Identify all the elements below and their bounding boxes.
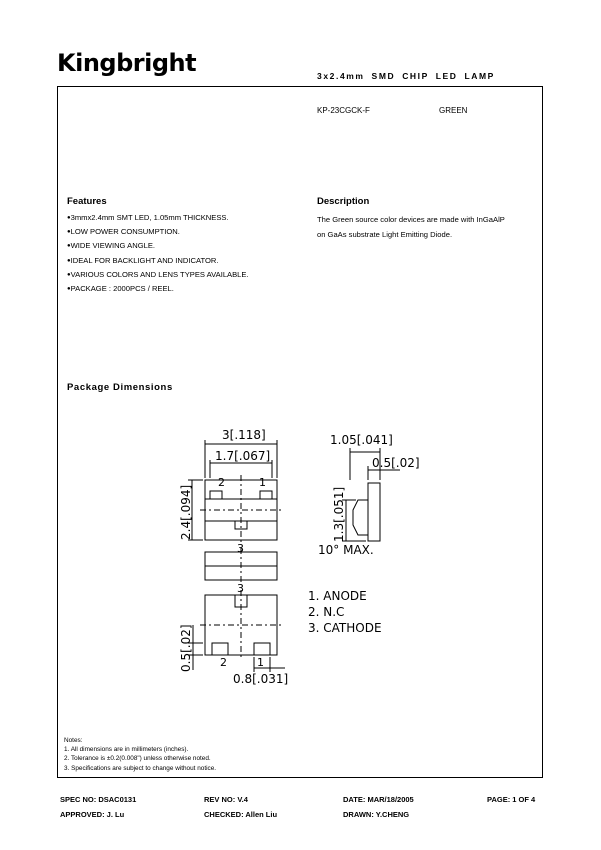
document-title: 3x2.4mm SMD CHIP LED LAMP — [317, 71, 495, 81]
note-item: 2. Tolerance is ±0.2(0.008") unless otherwise noted. — [64, 755, 211, 763]
feature-item: ● WIDE VIEWING ANGLE. — [67, 239, 249, 253]
feature-item: ● PACKAGE : 2000PCS / REEL. — [67, 282, 249, 296]
pin-number: 1 — [257, 656, 264, 669]
side-view-body — [368, 483, 380, 541]
feature-item: ● IDEAL FOR BACKLIGHT AND INDICATOR. — [67, 254, 249, 268]
feature-item: ● VARIOUS COLORS AND LENS TYPES AVAILABLE. — [67, 268, 249, 282]
feature-list — [67, 211, 249, 296]
dim-thickness: 1.05[.041] — [330, 433, 393, 447]
dim-width-inner: 1.7[.067] — [215, 449, 271, 463]
pin-number: 3 — [237, 542, 244, 555]
pin-legend-nc: 2. N.C — [308, 605, 345, 619]
brand-logo: Kingbright — [57, 49, 197, 77]
pin-number: 2 — [220, 656, 227, 669]
dim-angle: 10° MAX. — [318, 543, 374, 557]
part-color: GREEN — [439, 106, 468, 115]
dim-side-height: 1.3[.051] — [332, 486, 346, 542]
pin-legend-cathode: 3. CATHODE — [308, 621, 382, 635]
notes-heading: Notes: — [64, 737, 83, 744]
page-number: PAGE: 1 OF 4 — [487, 795, 536, 804]
pin-legend-anode: 1. ANODE — [308, 589, 367, 603]
description-heading: Description — [317, 196, 370, 207]
pin-number: 1 — [259, 476, 266, 489]
description-line: on GaAs substrate Light Emitting Diode. — [317, 230, 453, 239]
dim-pad-height: 0.5[.02] — [179, 624, 193, 672]
pin-number: 3 — [237, 582, 244, 595]
description-line: The Green source color devices are made with InGaAlP — [317, 215, 505, 224]
dim-width-total: 3[.118] — [222, 428, 266, 442]
feature-item: ● LOW POWER CONSUMPTION. — [67, 225, 249, 239]
note-item: 1. All dimensions are in millimeters (inches). — [64, 746, 189, 754]
dim-height-total: 2.4[.094] — [179, 484, 193, 540]
dim-pad-width: 0.8[.031] — [233, 672, 289, 686]
package-dimensions-heading: Package Dimensions — [67, 382, 173, 393]
date: DATE: MAR/18/2005 — [343, 795, 414, 804]
dim-lens: 0.5[.02] — [372, 456, 420, 470]
features-heading: Features — [67, 196, 107, 207]
spec-number: SPEC NO: DSAC0131 — [60, 795, 137, 804]
notes — [64, 736, 216, 773]
revision-number: REV NO: V.4 — [204, 795, 248, 804]
drawn-by: DRAWN: Y.CHENG — [343, 810, 410, 819]
package-dimension-drawing — [160, 420, 420, 690]
description-text — [317, 212, 537, 242]
part-number: KP-23CGCK-F — [317, 106, 370, 115]
approved-by: APPROVED: J. Lu — [60, 810, 125, 819]
checked-by: CHECKED: Allen Liu — [204, 810, 278, 819]
note-item: 3. Specifications are subject to change without notice. — [64, 764, 217, 772]
pin-number: 2 — [218, 476, 225, 489]
feature-item: ● 3mmx2.4mm SMT LED, 1.05mm THICKNESS. — [67, 211, 249, 225]
